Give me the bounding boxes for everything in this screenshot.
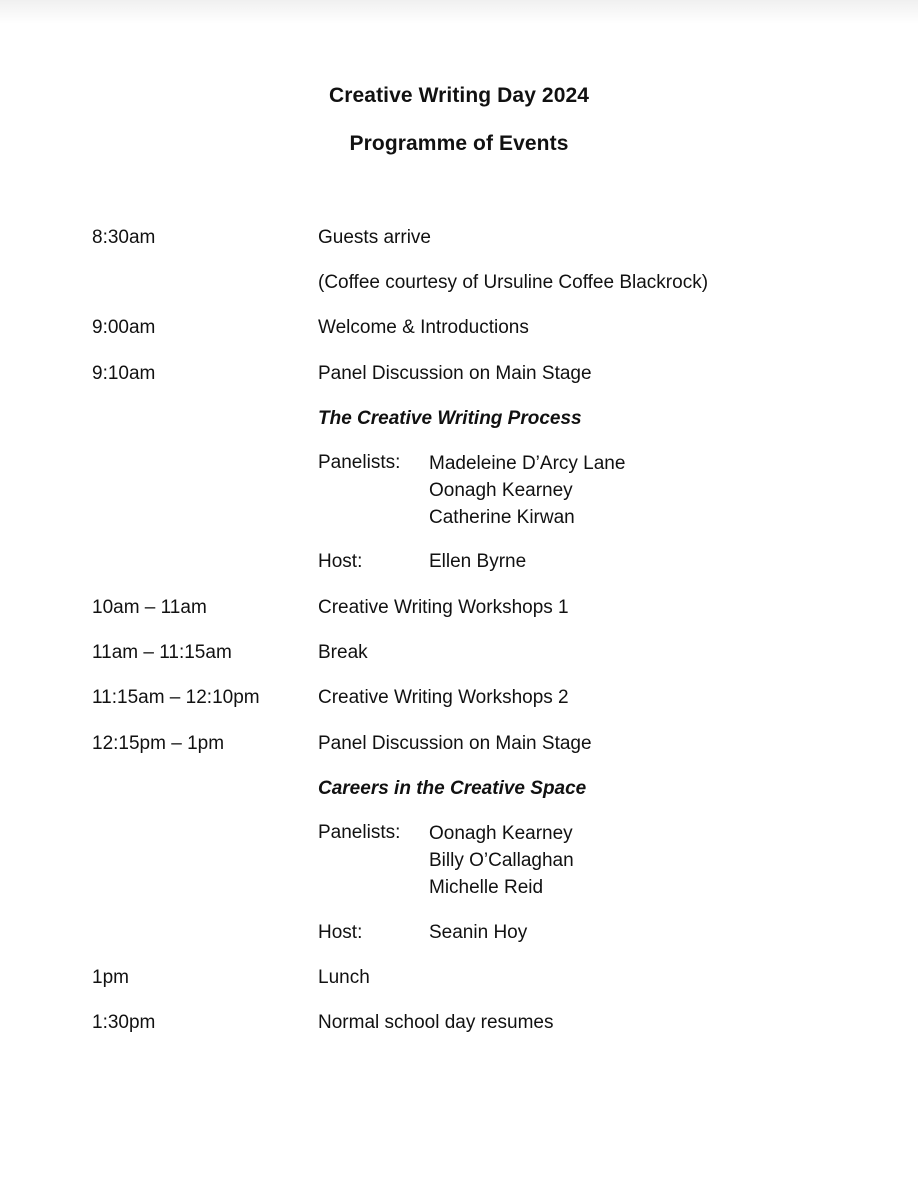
- panel-2-title: Careers in the Creative Space: [318, 778, 587, 799]
- schedule-event: Creative Writing Workshops 1: [318, 597, 569, 618]
- host-name: Seanin Hoy: [429, 922, 528, 943]
- panel-1-title-row: [0, 406, 918, 432]
- schedule-event: Panel Discussion on Main Stage: [318, 363, 592, 384]
- schedule-row-welcome: [0, 315, 918, 341]
- schedule-time: 8:30am: [92, 227, 156, 248]
- schedule-event: Panel Discussion on Main Stage: [318, 733, 592, 754]
- schedule-row-panel-2: [0, 731, 918, 757]
- schedule-time: 9:00am: [92, 317, 156, 338]
- schedule-time: 11am – 11:15am: [92, 642, 232, 663]
- host-label: Host:: [318, 922, 363, 943]
- panelist-name: Oonagh Kearney: [429, 823, 573, 844]
- schedule-row-resume: [0, 1010, 918, 1036]
- panelist-name: Catherine Kirwan: [429, 507, 575, 528]
- schedule-event: Lunch: [318, 967, 370, 988]
- schedule-row-break: [0, 640, 918, 666]
- panelist-name: Oonagh Kearney: [429, 480, 573, 501]
- schedule-row-lunch: [0, 965, 918, 991]
- panel-2-panelists: [0, 820, 918, 898]
- schedule-event: Welcome & Introductions: [318, 317, 529, 338]
- panel-2-host: [0, 920, 918, 946]
- schedule-row-guests-arrive: [0, 225, 918, 251]
- schedule-event: Normal school day resumes: [318, 1012, 554, 1033]
- schedule-time: 10am – 11am: [92, 597, 207, 618]
- panelists-label: Panelists:: [318, 822, 401, 843]
- schedule-time: 1:30pm: [92, 1012, 156, 1033]
- panelist-name: Billy O’Callaghan: [429, 850, 574, 871]
- panel-1-host: [0, 549, 918, 575]
- panel-1-panelists: [0, 450, 918, 528]
- schedule-note-coffee: [0, 270, 918, 296]
- panelists-label: Panelists:: [318, 452, 401, 473]
- host-label: Host:: [318, 551, 363, 572]
- panel-2-title-row: [0, 776, 918, 802]
- schedule-row-workshops-2: [0, 685, 918, 711]
- schedule-time: 11:15am – 12:10pm: [92, 687, 260, 708]
- schedule-time: 9:10am: [92, 363, 156, 384]
- schedule-row-panel-1: [0, 361, 918, 387]
- schedule-event: Creative Writing Workshops 2: [318, 687, 569, 708]
- schedule-time: 1pm: [92, 967, 129, 988]
- coffee-note: (Coffee courtesy of Ursuline Coffee Blackrock): [318, 272, 709, 293]
- host-name: Ellen Byrne: [429, 551, 527, 572]
- panel-1-title: The Creative Writing Process: [318, 408, 582, 429]
- panelist-list: [429, 450, 625, 531]
- schedule-event: Guests arrive: [318, 227, 431, 248]
- schedule-row-workshops-1: [0, 595, 918, 621]
- panelist-name: Madeleine D’Arcy Lane: [429, 453, 626, 474]
- panelist-list: [429, 820, 574, 901]
- schedule-event: Break: [318, 642, 368, 663]
- panelist-name: Michelle Reid: [429, 877, 544, 898]
- schedule-time: 12:15pm – 1pm: [92, 733, 225, 754]
- document-title: Creative Writing Day 2024: [328, 84, 590, 107]
- document-subtitle: Programme of Events: [349, 132, 569, 155]
